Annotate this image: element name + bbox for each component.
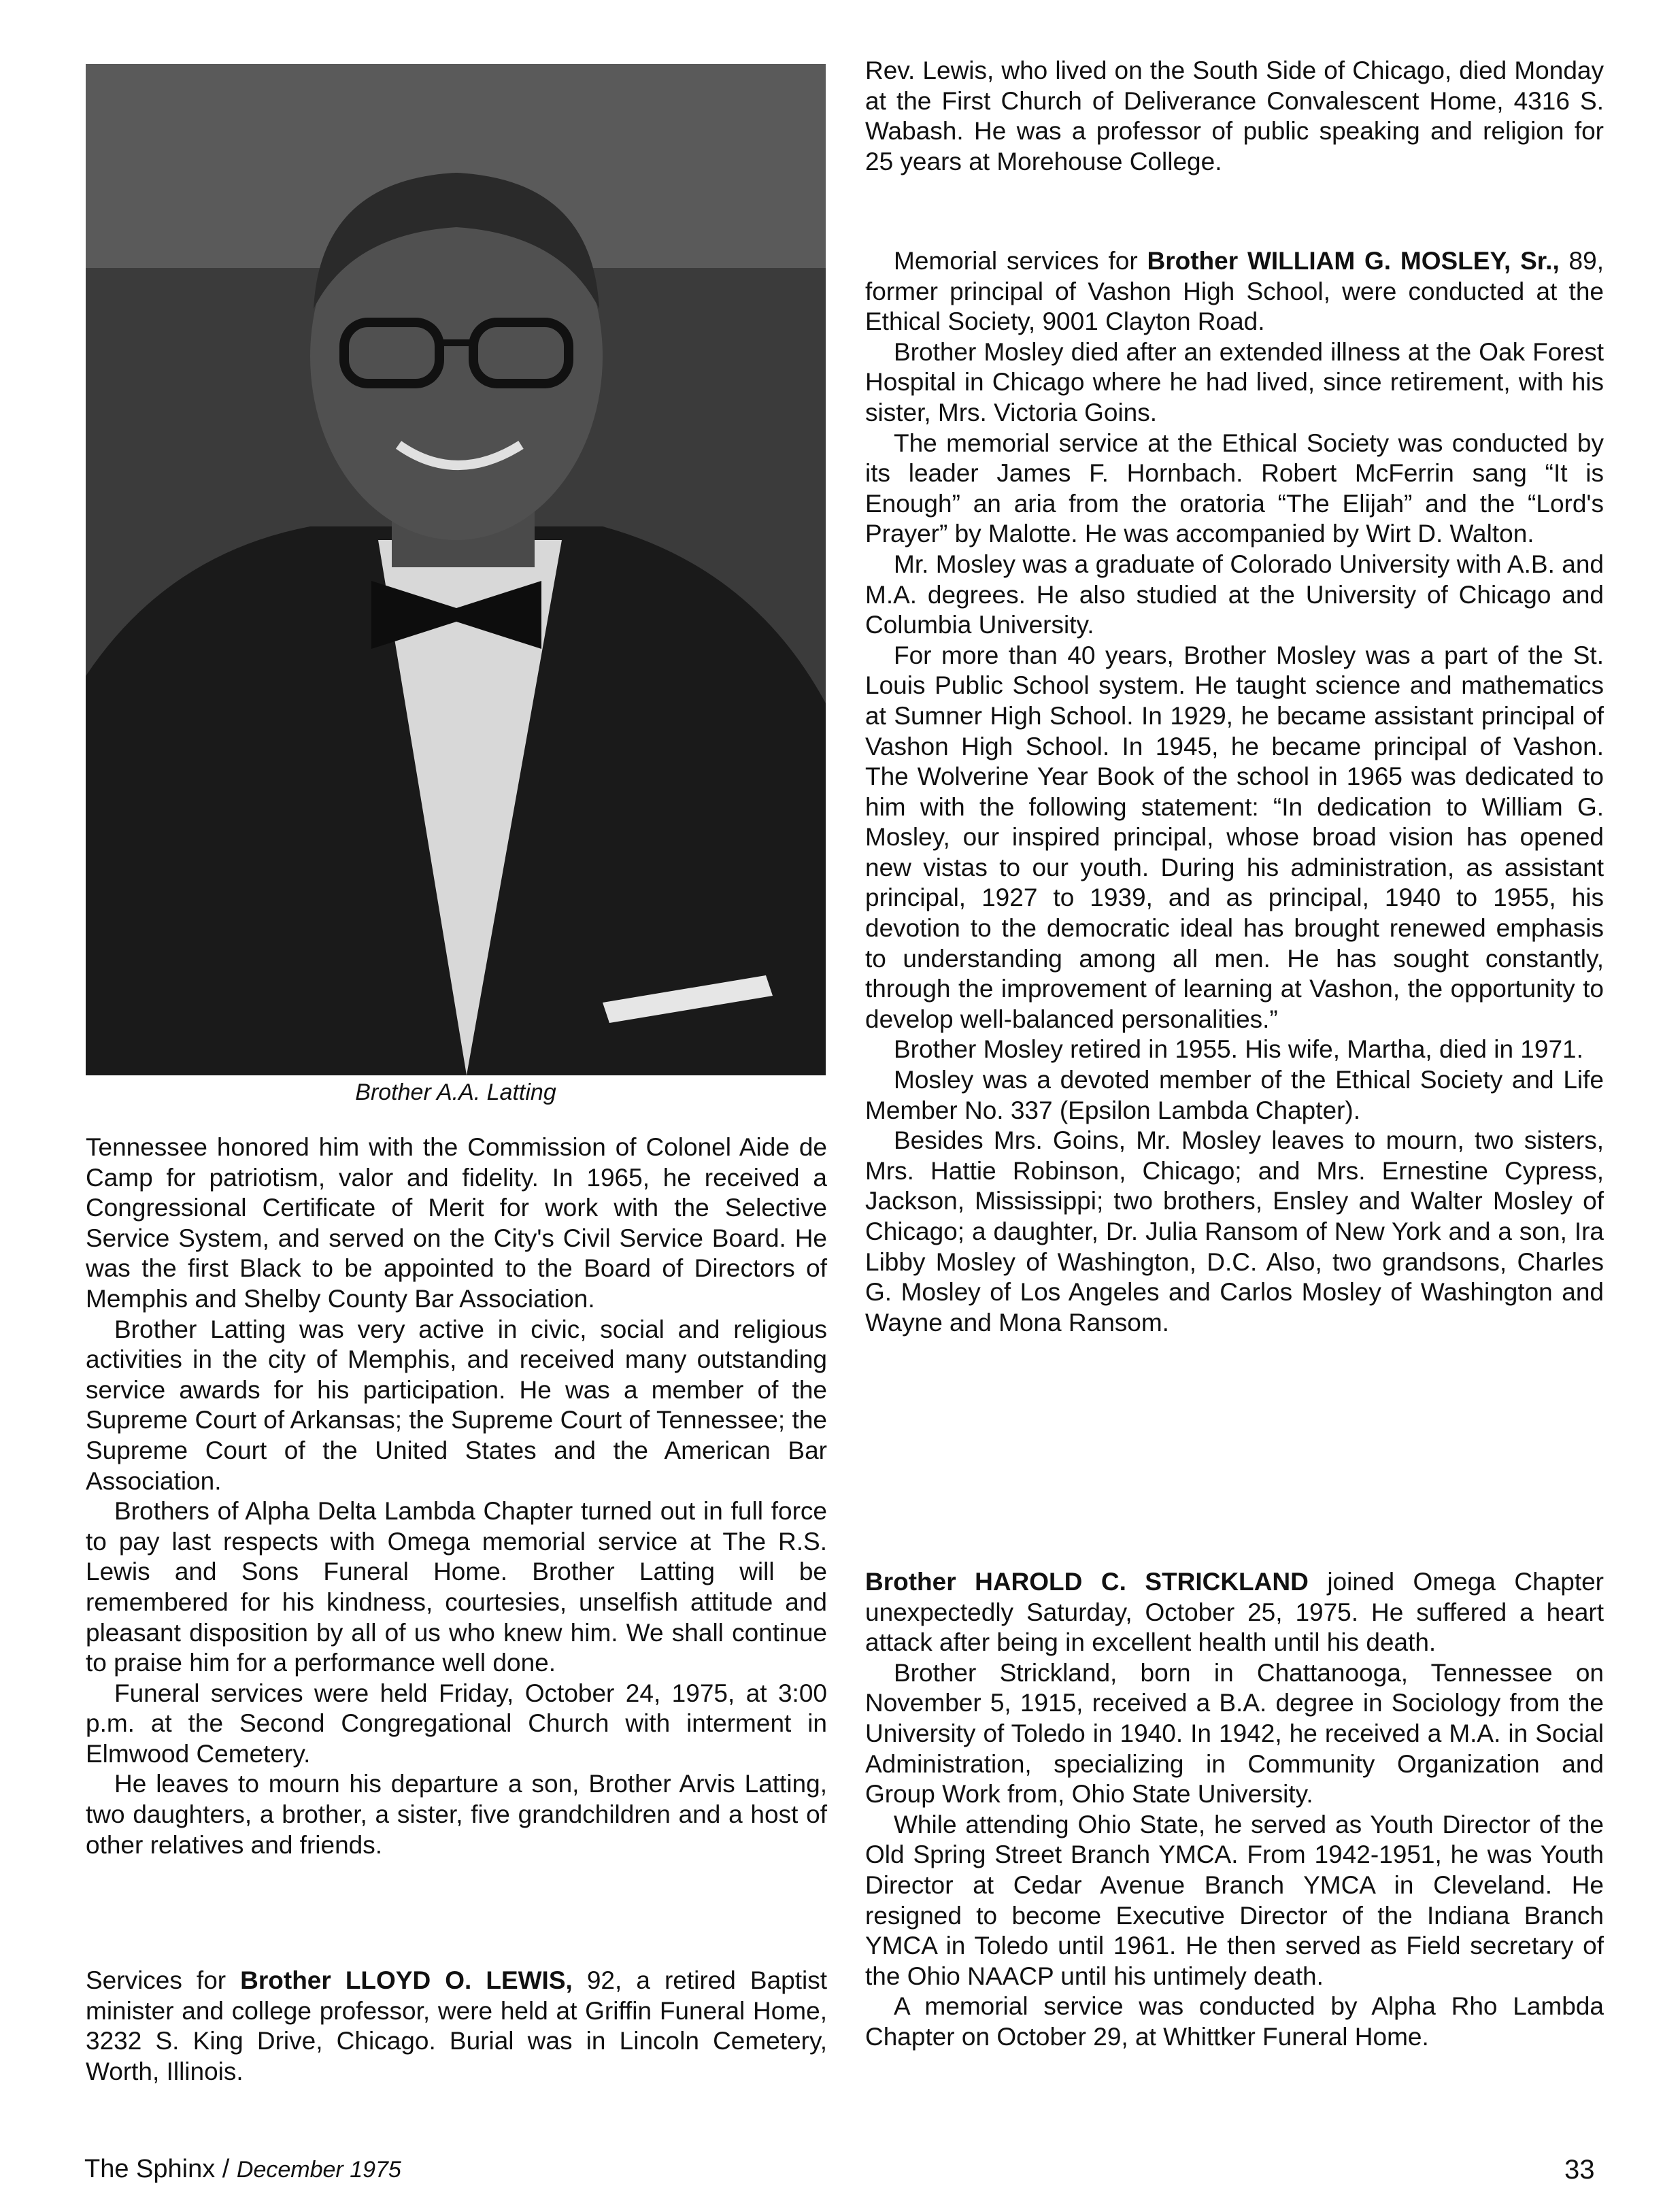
paragraph: Besides Mrs. Goins, Mr. Mosley leaves to mourn, two sisters, Mrs. Hattie Robinson, Chicago; and Mrs. Ernestine Cypress, Jackson, Mississippi; two brothers, Ensley and Walter Mosley of Chicago; a daughter, Dr. Julia Ransom of New York and a son, Ira Libby Mosley of Washington, D.C. Also, two grandsons, Charles G. Mosley of Los Angeles and Carlos Mosley of Washington and Wayne and Mona Ransom. (865, 1126, 1604, 1337)
footer-separator: / (215, 2155, 237, 2183)
publication-name: The Sphinx (84, 2155, 216, 2183)
paragraph: Tennessee honored him with the Commission of Colonel Aide de Camp for patriotism, valor and fidelity. In 1965, he received a Congressional Certificate of Merit for work with the Selective Service System, and served on the City's Civil Service Board. He was the first Black to be appointed to the Board of Directors of Memphis and Shelby County Bar Association. (86, 1133, 827, 1313)
paragraph (86, 1966, 827, 2087)
strickland-obituary (865, 1567, 1604, 2053)
paragraph (865, 1567, 1604, 1658)
paragraph (865, 246, 1604, 337)
paragraph: While attending Ohio State, he served as Youth Director of the Old Spring Street Branch YMCA. From 1942-1951, he was Youth Director at Cedar Avenue Branch YMCA in Cleveland. He resigned to become Executive Director of the Indiana Branch YMCA in Toledo until 1961. He then served as Field secretary of the Ohio NAACP until his untimely death. (865, 1810, 1604, 1990)
paragraph-text: joined Omega Chapter unexpectedly Saturday, October 25, 1975. He suffered a heart attack after being in excellent health until his death. (865, 1568, 1605, 1657)
footer-publication (84, 2155, 401, 2184)
paragraph: Brother Latting was very active in civic, social and religious activities in the city of Memphis, and received many outstanding service awards for his participation. He was a member of the Supreme Court of Arkansas; the Supreme Court of Tennessee; the Supreme Court of the United States and the American Bar Association. (86, 1315, 827, 1495)
paragraph: Rev. Lewis, who lived on the South Side of Chicago, died Monday at the First Church of Deliverance Convalescent Home, 4316 S. Wabash. He was a professor of public speaking and religion for 25 years at Morehouse College. (865, 56, 1604, 175)
paragraph: Brother Strickland, born in Chattanooga, Tennessee on November 5, 1915, received a B.A. degree in Sociology from the University of Toledo in 1940. In 1942, he received a M.A. in Social Administration, specializing in Community Organization and Group Work from, Ohio State University. (865, 1658, 1604, 1809)
portrait-image (86, 64, 826, 1075)
issue-date: December 1975 (236, 2157, 401, 2183)
paragraph: Brother Mosley retired in 1955. His wife, Martha, died in 1971. (894, 1035, 1583, 1064)
latting-obituary (86, 1132, 827, 1860)
lewis-obituary-continued (865, 56, 1604, 177)
lewis-obituary-start (86, 1966, 827, 2087)
paragraph: Mr. Mosley was a graduate of Colorado University with A.B. and M.A. degrees. He also studied at the University of Chicago and Columbia University. (865, 550, 1604, 639)
page-number: 33 (1564, 2155, 1595, 2185)
portrait-photo (86, 64, 826, 1075)
paragraph: For more than 40 years, Brother Mosley was a part of the St. Louis Public School system. He taught science and mathematics at Sumner High School. In 1929, he became assistant principal of Vashon High School. In 1945, he became principal of Vashon. The Wolverine Year Book of the school in 1965 was dedicated to him with the following statement: “In dedication to William G. Mosley, our inspired principal, whose broad vision has opened new vistas to our youth. During his administration, as assistant principal, 1927 to 1939, and as principal, 1940 to 1955, his devotion to the democratic ideal has brought renewed emphasis to understanding among all men. He has sought constantly, through the improvement of learning at Vashon, the opportunity to develop well-balanced personalities.” (865, 641, 1604, 1033)
paragraph: Funeral services were held Friday, October 24, 1975, at 3:00 p.m. at the Second Congregational Church with interment in Elmwood Cemetery. (86, 1679, 827, 1768)
person-name: Brother WILLIAM G. MOSLEY, Sr., (1147, 247, 1560, 275)
mosley-obituary (865, 246, 1604, 1338)
lead-in: Services for (86, 1966, 241, 1994)
paragraph: Brothers of Alpha Delta Lambda Chapter turned out in full force to pay last respects with Omega memorial service at The R.S. Lewis and Sons Funeral Home. Brother Latting will be remembered for his kindness, courtesies, unselfish attitude and pleasant disposition by all of us who knew him. We shall continue to praise him for a performance well done. (86, 1497, 827, 1677)
photo-caption: Brother A.A. Latting (355, 1079, 556, 1105)
paragraph-text: 92, a retired Baptist minister and college professor, were held at Griffin Funeral Home, 3232 S. King Drive, Chicago. Burial was in Lincoln Cemetery, Worth, Illinois. (86, 1966, 828, 2085)
paragraph: Mosley was a devoted member of the Ethical Society and Life Member No. 337 (Epsilon Lambda Chapter). (865, 1066, 1604, 1124)
paragraph: The memorial service at the Ethical Society was conducted by its leader James F. Hornbach. Robert McFerrin sang “It is Enough” an aria from the oratoria “The Elijah” and the “Lord's Prayer” by Malotte. He was accompanied by Wirt D. Walton. (865, 429, 1604, 548)
person-name: Brother LLOYD O. LEWIS, (240, 1966, 573, 1994)
paragraph: A memorial service was conducted by Alpha Rho Lambda Chapter on October 29, at Whittker Funeral Home. (865, 1992, 1604, 2051)
person-name: Brother HAROLD C. STRICKLAND (865, 1568, 1309, 1596)
paragraph: Brother Mosley died after an extended illness at the Oak Forest Hospital in Chicago where he had lived, since retirement, with his sister, Mrs. Victoria Goins. (865, 337, 1604, 426)
lead-in: Memorial services for (894, 247, 1147, 275)
paragraph-text: 89, former principal of Vashon High School, were conducted at the Ethical Society, 9001 Clayton Road. (865, 247, 1604, 336)
paragraph: He leaves to mourn his departure a son, Brother Arvis Latting, two daughters, a brother, a sister, five grandchildren and a host of other relatives and friends. (86, 1770, 827, 1859)
